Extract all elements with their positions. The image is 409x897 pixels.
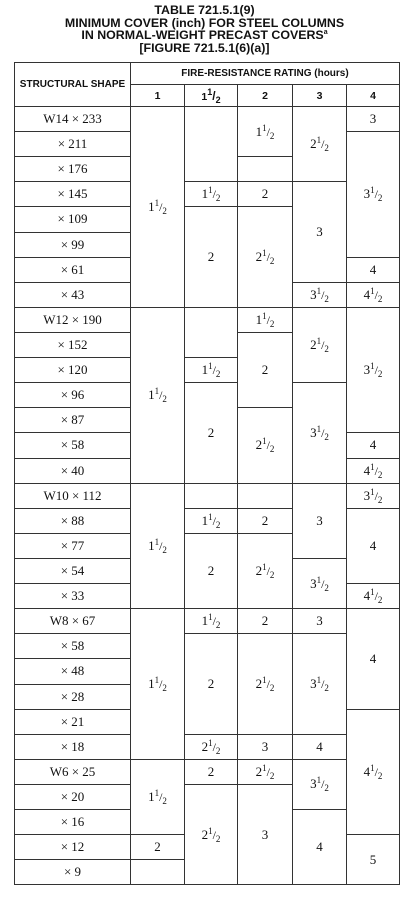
structural-shape-cell: × 20 — [15, 784, 131, 809]
table-row — [15, 759, 400, 784]
cover-value-cell: $2^1/_2$ — [185, 734, 238, 759]
cover-value-cell — [185, 307, 238, 357]
cover-value-cell: 2 — [185, 634, 238, 734]
structural-shape-cell: × 88 — [15, 508, 131, 533]
structural-shape-cell: × 12 — [15, 835, 131, 860]
structural-shape-cell: × 109 — [15, 207, 131, 232]
cover-value-cell: $2^1/_2$ — [293, 107, 347, 182]
cover-value-cell: 4 — [347, 257, 400, 282]
structural-shape-cell: × 99 — [15, 232, 131, 257]
table-row — [15, 734, 400, 759]
cover-value-cell: $3^1/_2$ — [347, 132, 400, 258]
cover-value-cell — [185, 483, 238, 508]
cover-value-cell: $2^1/_2$ — [238, 759, 293, 784]
cover-value-cell: $3^1/_2$ — [347, 483, 400, 508]
structural-shape-cell: × 120 — [15, 358, 131, 383]
cover-value-cell: $2^1/_2$ — [293, 307, 347, 382]
title-line-1: TABLE 721.5.1(9) — [154, 3, 255, 17]
cover-value-cell: 3 — [293, 483, 347, 558]
cover-value-cell: 2 — [185, 533, 238, 608]
table-row — [15, 609, 400, 634]
structural-shape-cell: × 48 — [15, 659, 131, 684]
table-row — [15, 483, 400, 508]
structural-shape-cell: × 28 — [15, 684, 131, 709]
structural-shape-cell: × 96 — [15, 383, 131, 408]
cover-value-cell: $1^1/_2$ — [238, 307, 293, 332]
structural-shape-cell: × 58 — [15, 634, 131, 659]
title-footnote-marker: a — [323, 29, 328, 37]
structural-shape-cell: × 61 — [15, 257, 131, 282]
cover-value-cell: $1^1/_2$ — [185, 508, 238, 533]
cover-value-cell: $1^1/_2$ — [131, 759, 185, 834]
rating-header-2: $1^1/_2$ — [185, 85, 238, 107]
cover-value-cell: $2^1/_2$ — [238, 207, 293, 307]
cover-value-cell: 5 — [347, 835, 400, 885]
cover-value-cell: $3^1/_2$ — [293, 383, 347, 483]
structural-shape-cell: × 77 — [15, 533, 131, 558]
cover-value-cell: $3^1/_2$ — [293, 282, 347, 307]
cover-value-cell: $3^1/_2$ — [347, 307, 400, 433]
structural-shape-cell: × 18 — [15, 734, 131, 759]
cover-value-cell: $3^1/_2$ — [293, 558, 347, 608]
cover-value-cell: 4 — [293, 734, 347, 759]
title-line-4: [FIGURE 721.5.1(6)(a)] — [139, 40, 270, 55]
structural-shape-cell: W14 × 233 — [15, 107, 131, 132]
cover-value-cell: $4^1/_2$ — [347, 282, 400, 307]
cover-value-cell — [131, 860, 185, 885]
cover-value-cell: 3 — [347, 107, 400, 132]
cover-value-cell: $2^1/_2$ — [238, 533, 293, 608]
cover-value-cell: 2 — [238, 508, 293, 533]
cover-value-cell: 3 — [238, 734, 293, 759]
cover-value-cell: $1^1/_2$ — [185, 609, 238, 634]
structural-shape-cell: W8 × 67 — [15, 609, 131, 634]
structural-shape-cell: × 40 — [15, 458, 131, 483]
cover-value-cell: $2^1/_2$ — [185, 784, 238, 884]
title-line-3: IN NORMAL-WEIGHT PRECAST COVERS$^a$ — [81, 28, 328, 43]
table-row — [15, 182, 400, 207]
cover-value-cell: 2 — [185, 383, 238, 483]
title-line-2: MINIMUM COVER (inch) FOR STEEL COLUMNS — [64, 15, 345, 30]
cover-value-cell: $1^1/_2$ — [131, 609, 185, 760]
cover-value-cell: 2 — [185, 207, 238, 307]
cover-value-cell: $3^1/_2$ — [293, 759, 347, 809]
structural-shape-cell: × 43 — [15, 282, 131, 307]
cover-value-cell: $1^1/_2$ — [185, 182, 238, 207]
cover-value-cell: $1^1/_2$ — [131, 307, 185, 483]
cover-value-cell: $1^1/_2$ — [238, 107, 293, 157]
cover-value-cell: 2 — [185, 759, 238, 784]
structural-shape-cell: × 16 — [15, 810, 131, 835]
rating-header-4: 3 — [293, 85, 347, 107]
cover-value-cell: 4 — [347, 609, 400, 709]
cover-value-cell: $4^1/_2$ — [347, 584, 400, 609]
cover-value-cell: 4 — [347, 508, 400, 583]
structural-shape-cell: × 211 — [15, 132, 131, 157]
cover-value-cell: $2^1/_2$ — [238, 408, 293, 483]
cover-value-cell: 4 — [347, 433, 400, 458]
cover-value-cell: 2 — [238, 332, 293, 407]
cover-value-cell: 2 — [238, 609, 293, 634]
cover-value-cell: $1^1/_2$ — [131, 483, 185, 609]
table-title — [0, 4, 409, 54]
structural-shape-cell: × 58 — [15, 433, 131, 458]
structural-shape-cell: W12 × 190 — [15, 307, 131, 332]
table-row — [15, 383, 400, 408]
structural-shape-header: STRUCTURAL SHAPE — [15, 63, 131, 107]
cover-value-cell: 3 — [293, 609, 347, 634]
cover-value-cell: $1^1/_2$ — [185, 358, 238, 383]
structural-shape-cell: × 145 — [15, 182, 131, 207]
cover-value-cell: 2 — [238, 182, 293, 207]
min-cover-table — [14, 62, 400, 885]
structural-shape-cell: × 54 — [15, 558, 131, 583]
structural-shape-cell: × 9 — [15, 860, 131, 885]
structural-shape-cell: W10 × 112 — [15, 483, 131, 508]
fire-resistance-header: FIRE-RESISTANCE RATING (hours) — [131, 63, 400, 85]
rating-header-1: 1 — [131, 85, 185, 107]
cover-value-cell: 2 — [131, 835, 185, 860]
table-row — [15, 634, 400, 659]
cover-value-cell: $2^1/_2$ — [238, 634, 293, 734]
rating-header-5: 4 — [347, 85, 400, 107]
structural-shape-cell: W6 × 25 — [15, 759, 131, 784]
structural-shape-cell: × 33 — [15, 584, 131, 609]
structural-shape-cell: × 152 — [15, 332, 131, 357]
cover-value-cell — [238, 157, 293, 182]
structural-shape-cell: × 21 — [15, 709, 131, 734]
structural-shape-cell: × 87 — [15, 408, 131, 433]
cover-value-cell: 4 — [293, 810, 347, 885]
cover-value-cell — [185, 107, 238, 182]
cover-value-cell: $3^1/_2$ — [293, 634, 347, 734]
cover-value-cell: $1^1/_2$ — [131, 107, 185, 308]
table-row — [15, 107, 400, 132]
cover-value-cell: $4^1/_2$ — [347, 709, 400, 835]
cover-value-cell: 3 — [238, 784, 293, 884]
table-row — [15, 307, 400, 332]
cover-value-cell: 3 — [293, 182, 347, 282]
rating-header-3: 2 — [238, 85, 293, 107]
structural-shape-cell: × 176 — [15, 157, 131, 182]
cover-value-cell — [238, 483, 293, 508]
cover-value-cell: $4^1/_2$ — [347, 458, 400, 483]
